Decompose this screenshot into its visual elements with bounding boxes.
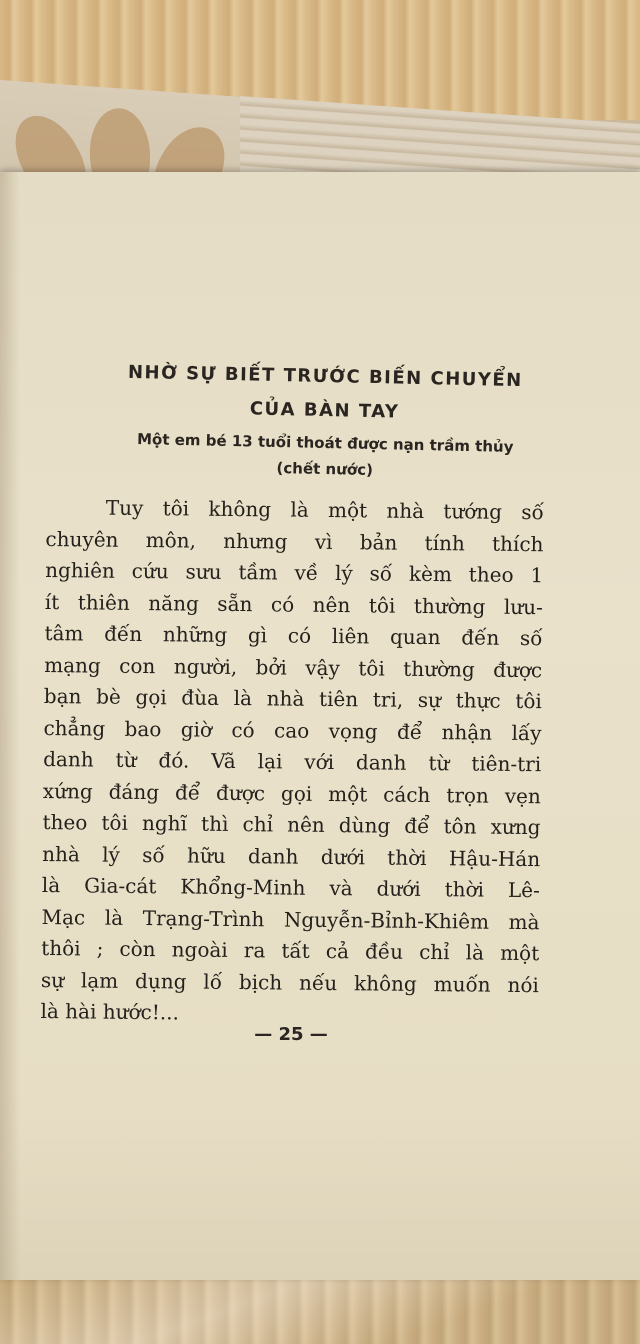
text-line: nghiên cứu sưu tầm về lý số kèm theo 1 xyxy=(45,557,544,588)
chapter-title-line: NHỜ SỰ BIẾT TRƯỚC BIẾN CHUYỂN xyxy=(127,361,523,392)
text-line: Tuy tôi không là một nhà tướng số xyxy=(105,495,544,525)
chapter-subtitle-line: (chết nước) xyxy=(276,458,374,480)
text-line: tâm đến những gì có liên quan đến số xyxy=(44,620,543,651)
chapter-subtitle-line: Một em bé 13 tuổi thoát được nạn trầm thủy xyxy=(136,430,514,456)
plastic-sheet xyxy=(0,1270,640,1344)
text-line: là hài hước!... xyxy=(40,998,180,1025)
text-line: chẳng bao giờ có cao vọng để nhận lấy xyxy=(43,715,542,745)
text-line: Mạc là Trạng-Trình Nguyễn-Bỉnh-Khiêm mà xyxy=(41,904,540,934)
chapter-title-line: CỦA BÀN TAY xyxy=(249,398,400,423)
text-line: chuyên môn, nhưng vì bản tính thích xyxy=(45,526,544,556)
chapter-title xyxy=(69,355,580,434)
text-line: theo tôi nghĩ thì chỉ nên dùng để tôn xưng xyxy=(42,809,541,840)
page-edge-shadow xyxy=(0,172,20,1280)
page-number: — 25 — xyxy=(254,1024,328,1045)
text-line: xứng đáng để được gọi một cách trọn vẹn xyxy=(42,778,541,808)
text-line: mạng con người, bởi vậy tôi thường được xyxy=(44,652,543,682)
text-line: sự lạm dụng lố bịch nếu không muốn nói xyxy=(40,967,539,997)
text-line: bạn bè gọi đùa là nhà tiên tri, sự thực tôi xyxy=(43,683,542,714)
text-line: là Gia-cát Khổng-Minh và dưới thời Lê- xyxy=(41,872,540,903)
text-line: nhà lý số hữu danh dưới thời Hậu-Hán xyxy=(42,841,541,871)
chapter-subtitle xyxy=(60,424,591,487)
text-line: ít thiên năng sẵn có nên tôi thường lưu- xyxy=(44,589,543,619)
body-paragraph xyxy=(40,492,544,1033)
book-page xyxy=(0,172,640,1280)
text-line: thôi ; còn ngoài ra tất cả đều chỉ là một xyxy=(41,935,540,966)
text-line: danh từ đó. Vã lại với danh từ tiên-tri xyxy=(43,746,542,777)
